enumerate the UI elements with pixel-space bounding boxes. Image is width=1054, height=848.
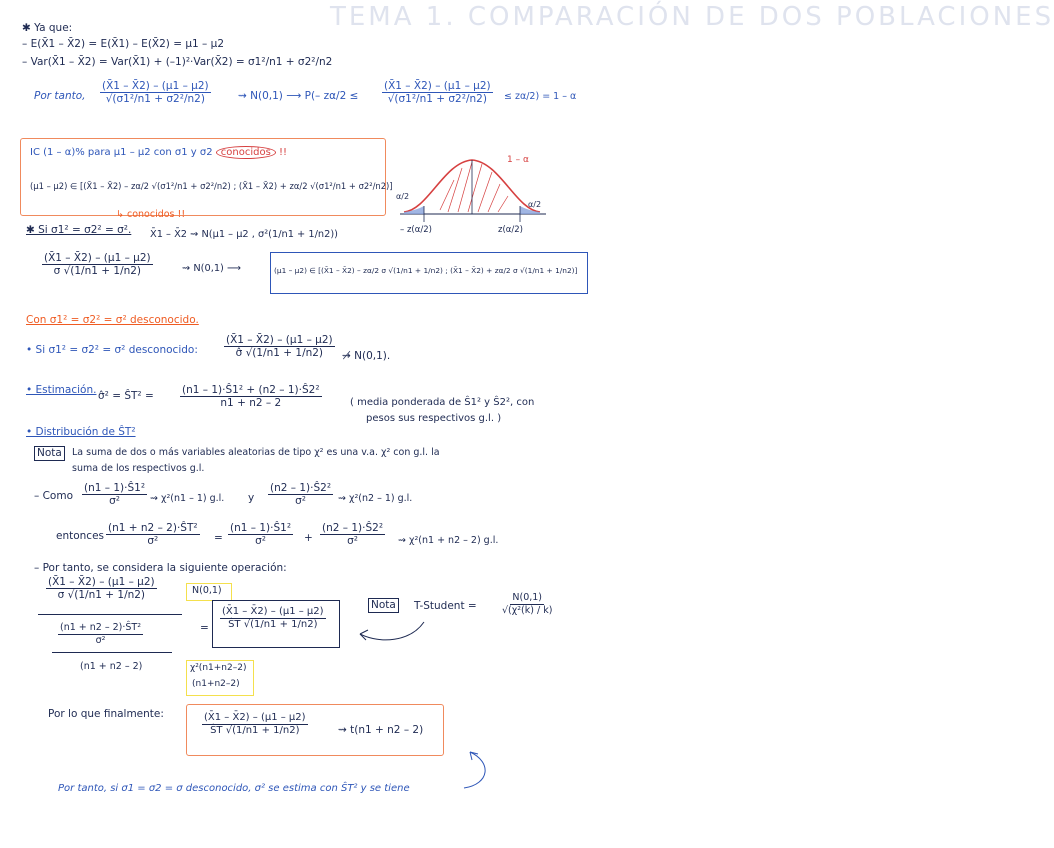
prob-numerator: (X̄1 – X̄2) – (μ1 – μ2) [384, 80, 491, 92]
entonces-plus: + [304, 532, 313, 544]
como-frac2 [266, 482, 335, 507]
fraction-numerator: (X̄1 – X̄2) – (μ1 – μ2) [102, 80, 209, 92]
op-num-bot: σ √(1/n1 + 1/n2) [57, 589, 146, 601]
left-tail [404, 206, 424, 214]
bullet-distribucion: • Distribución de ŜT² [26, 426, 136, 438]
como-chi1: ⇝ χ²(n1 – 1) g.l. [150, 493, 225, 504]
exclamation: !! [279, 147, 288, 158]
por-tanto-operacion: – Por tanto, se considera la siguiente operación: [34, 562, 287, 574]
b1-num: (X̄1 – X̄2) – (μ1 – μ2) [226, 334, 333, 346]
si-arrow: ⇝ N(0,1) ⟶ [182, 263, 242, 274]
op-den-mid: σ² [95, 635, 106, 646]
ent-f3-den: σ² [347, 535, 358, 547]
ent-f1-den: σ² [147, 535, 159, 547]
estimacion-fraction [178, 384, 324, 409]
nota2-fraction [498, 592, 556, 617]
conocidos-note: ↳ conocidos !! [116, 209, 186, 220]
como-label: – Como [34, 490, 73, 502]
op-num-top: (X̄1 – X̄2) – (μ1 – μ2) [48, 576, 155, 588]
prob-fraction [380, 80, 495, 105]
nota1-label: Nota [34, 446, 65, 461]
graph-z-right: z(α/2) [498, 225, 523, 235]
arrow-left-icon [350, 618, 430, 648]
entonces-label: entonces [56, 530, 105, 542]
nota2-den: √(χ²(k) / k) [502, 605, 553, 616]
b1-den: σ̂ √(1/n1 + 1/n2) [235, 347, 324, 359]
b2-den: n1 + n2 – 2 [220, 397, 282, 409]
entonces-frac1 [104, 522, 202, 547]
prob-statement-end: ≤ zα/2) = 1 – α [504, 91, 577, 102]
nota1-text2: suma de los respectivos g.l. [72, 463, 205, 474]
operation-main-bar [38, 614, 182, 615]
ic-formula: (μ1 – μ2) ∈ [(X̄1 – X̄2) – zα/2 √(σ1²/n1 + σ2²/n2) ; (X̄1 – X̄2) + zα/2 √(σ1²/n1 + σ2²/n2)] [30, 181, 393, 191]
final-t: ⇝ t(n1 + n2 – 2) [338, 724, 424, 736]
operation-den-bar [52, 652, 172, 653]
como-f2-den: σ² [295, 495, 306, 507]
bullet-desconocido: • Si σ1² = σ2² = σ² desconocido: [26, 344, 198, 356]
op-res-num: (X̄1 – X̄2) – (μ1 – μ2) [222, 606, 324, 617]
prob-statement-start: ⇝ N(0,1) ⟶ P(– zα/2 ≤ [238, 90, 359, 102]
ic-title [30, 146, 287, 159]
si-frac-den: σ √(1/n1 + 1/n2) [53, 265, 142, 277]
final-den: ŜT √(1/n1 + 1/n2) [210, 725, 300, 736]
bullet-estimacion: • Estimación. [26, 384, 97, 396]
pesos-note: pesos sus respectivos g.l. ) [366, 413, 502, 424]
como-chi2: ⇝ χ²(n2 – 1) g.l. [338, 493, 413, 504]
final-label: Por lo que finalmente: [48, 708, 164, 720]
nota1-text1: La suma de dos o más variables aleatorias de tipo χ² es una v.a. χ² con g.l. la [72, 447, 440, 458]
curved-arrow-icon [456, 748, 496, 796]
como-f2-num: (n2 – 1)·Ŝ2² [270, 482, 332, 494]
operation-den-bottom: (n1 + n2 – 2) [80, 661, 143, 672]
como-f1-num: (n1 – 1)·Ŝ1² [84, 482, 146, 494]
final-num: (X̄1 – X̄2) – (μ1 – μ2) [204, 712, 306, 723]
nota2-text: T-Student = [414, 600, 477, 612]
op-result-fraction [218, 606, 328, 631]
ent-f2-den: σ² [255, 535, 266, 547]
entonces-chi: ⇝ χ²(n1 + n2 – 2) g.l. [398, 535, 499, 546]
media-ponderada-note: ( media ponderada de Ŝ1² y Ŝ2², con [350, 397, 535, 408]
ya-que: ✱ Ya que: [22, 22, 73, 34]
prob-denominator: √(σ1²/n1 + σ2²/n2) [387, 93, 487, 105]
ent-f3-num: (n2 – 1)·Ŝ2² [322, 522, 384, 534]
variance-line: – Var(X̄1 – X̄2) = Var(X̄1) + (–1)²·Var(X̄2) = σ1²/n1 + σ2²/n2 [22, 56, 333, 68]
b2-num: (n1 – 1)·Ŝ1² + (n2 – 1)·Ŝ2² [182, 384, 320, 396]
op-n01: N(0,1) [192, 585, 222, 596]
op-chi-top: χ²(n1+n2–2) [190, 663, 247, 673]
si-ic-formula: (μ1 – μ2) ∈ [(X̄1 – X̄2) – zα/2 σ √(1/n1 + 1/n2) ; (X̄1 – X̄2) + zα/2 σ √(1/n1 + 1/n2)] [274, 266, 578, 275]
si-frac-num: (X̄1 – X̄2) – (μ1 – μ2) [44, 252, 151, 264]
final-fraction [200, 712, 310, 737]
op-res-den: ŜT √(1/n1 + 1/n2) [228, 619, 318, 630]
entonces-frac2 [226, 522, 295, 547]
graph-alpha-right: α/2 [528, 200, 542, 209]
op-den-top: (n1 + n2 – 2)·ŜT² [60, 622, 142, 633]
section-desconocido: Con σ1² = σ2² = σ² desconocido. [26, 314, 199, 326]
expectation-line: – E(X̄1 – X̄2) = E(X̄1) – E(X̄2) = μ1 – μ2 [22, 38, 225, 50]
por-tanto-label: Por tanto, [34, 90, 86, 102]
si-fraction [40, 252, 155, 277]
si-sigma-line: ✱ Si σ1² = σ2² = σ². [26, 224, 132, 236]
entonces-eq: = [214, 532, 223, 544]
como-frac1 [80, 482, 149, 507]
conocidos-circled: conocidos [216, 146, 276, 159]
graph-z-left: – z(α/2) [400, 225, 432, 235]
ic-title-text: IC (1 – α)% para μ1 – μ2 con σ1 y σ2 [30, 147, 213, 158]
graph-one-minus-alpha: 1 – α [507, 155, 529, 165]
hatching-center [440, 162, 508, 212]
operation-numerator [44, 576, 159, 601]
last-line: Por tanto, si σ1 = σ2 = σ desconocido, σ² se estima con ŜT² y se tiene [58, 783, 410, 794]
si-distribution: X̄1 – X̄2 ⇝ N(μ1 – μ2 , σ²(1/n1 + 1/n2)) [150, 229, 338, 240]
op-eq: = [200, 622, 209, 634]
nota2-num: N(0,1) [512, 592, 543, 603]
estimacion-eq: σ̂² = ŜT² = [98, 390, 154, 402]
nota2-label: Nota [368, 598, 399, 613]
como-f1-den: σ² [109, 495, 120, 507]
entonces-frac3 [318, 522, 387, 547]
como-y: y [248, 492, 255, 504]
not-normal: ⇝̸ N(0,1). [342, 350, 391, 362]
ghost-title: TEMA 1. COMPARACIÓN DE DOS POBLACIONES [330, 2, 1054, 32]
op-chi-bot: (n1+n2–2) [192, 679, 240, 689]
ent-f2-num: (n1 – 1)·Ŝ1² [230, 522, 292, 534]
bullet-desconocido-fraction [222, 334, 337, 359]
standardized-fraction [98, 80, 213, 105]
operation-denominator [56, 622, 145, 647]
graph-alpha-left: α/2 [396, 192, 410, 201]
ent-f1-num: (n1 + n2 – 2)·ŜT² [108, 522, 198, 534]
fraction-denominator: √(σ1²/n1 + σ2²/n2) [105, 93, 205, 105]
